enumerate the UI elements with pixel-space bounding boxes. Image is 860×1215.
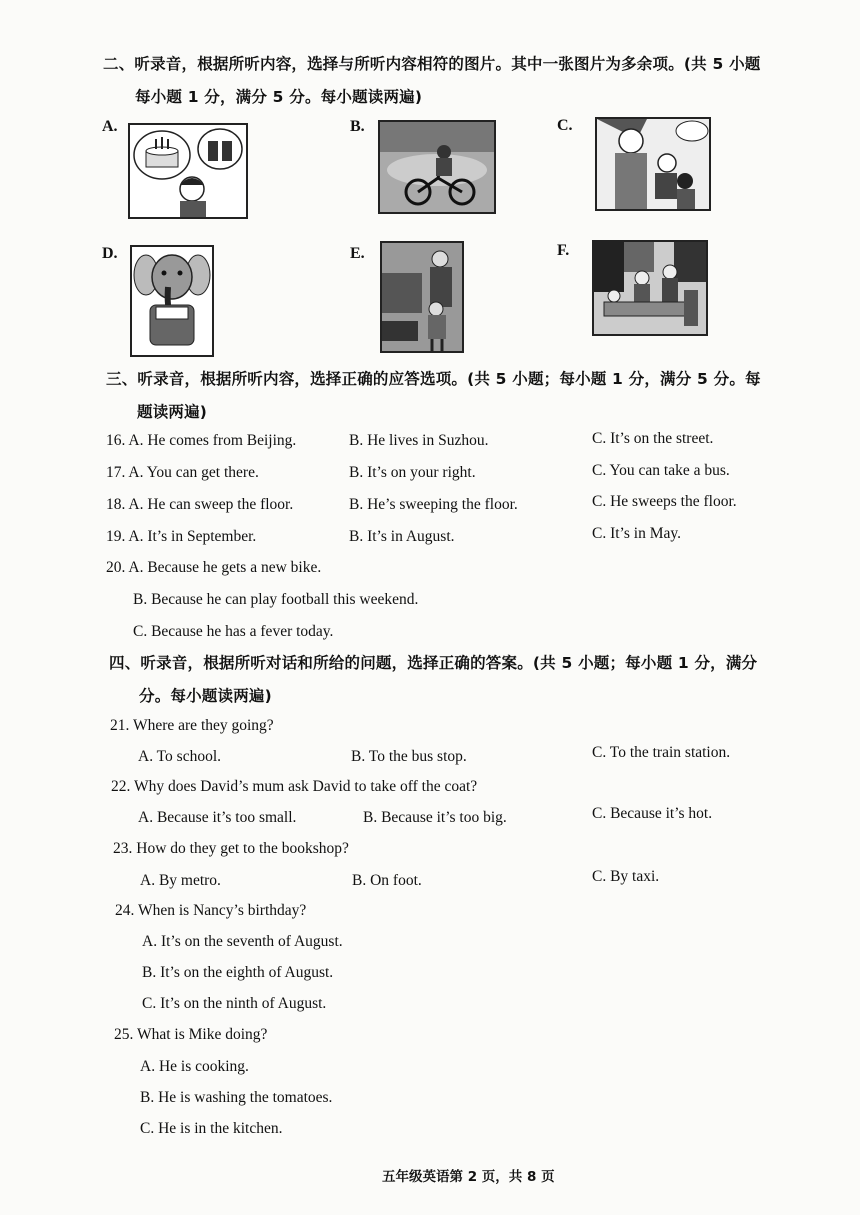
q22-option-b: B. Because it’s too big. (363, 809, 507, 826)
q23-option-a: A. By metro. (140, 872, 221, 889)
picture-b-bike (378, 120, 496, 214)
q17-option-b: B. It’s on your right. (349, 464, 476, 481)
q18-option-a: 18. A. He can sweep the floor. (106, 496, 294, 513)
q24-question: 24. When is Nancy’s birthday? (115, 902, 307, 919)
section3-instruction-line1: 三、听录音，根据所听内容，选择正确的应答选项。(共 5 小题；每小题 1 分，满分 5 分。每 (106, 370, 761, 388)
q22-option-c: C. Because it’s hot. (592, 805, 713, 822)
q19-option-b: B. It’s in August. (349, 528, 455, 545)
picture-label-e: E. (350, 245, 365, 262)
q17-option-c: C. You can take a bus. (592, 462, 730, 479)
section4-instruction-line1: 四、听录音，根据所听对话和所给的问题，选择正确的答案。(共 5 小题；每小题 1 分，满分 (109, 654, 758, 672)
picture-label-c: C. (557, 117, 573, 134)
q25-option-c: C. He is in the kitchen. (140, 1120, 283, 1137)
q16-option-b: B. He lives in Suzhou. (349, 432, 489, 449)
q21-option-a: A. To school. (138, 748, 222, 765)
q25-option-a: A. He is cooking. (140, 1058, 249, 1075)
picture-d-elephant (130, 245, 214, 357)
q20-option-b: B. Because he can play football this weekend. (133, 591, 419, 608)
q23-question: 23. How do they get to the bookshop? (113, 840, 349, 857)
picture-label-f: F. (557, 242, 570, 259)
q24-option-b: B. It’s on the eighth of August. (142, 964, 334, 981)
q18-option-c: C. He sweeps the floor. (592, 493, 737, 510)
picture-c-family (595, 117, 711, 211)
section2-instruction-line1: 二、听录音，根据所听内容，选择与所听内容相符的图片。其中一张图片为多余项。(共 5 小题 (103, 55, 761, 73)
q24-option-c: C. It’s on the ninth of August. (142, 995, 327, 1012)
section3-instruction-line2: 题读两遍) (137, 403, 208, 421)
picture-f-dinner (592, 240, 708, 336)
q22-option-a: A. Because it’s too small. (138, 809, 297, 826)
q21-option-c: C. To the train station. (592, 744, 731, 761)
q20-option-a: 20. A. Because he gets a new bike. (106, 559, 322, 576)
q23-option-c: C. By taxi. (592, 868, 660, 885)
q25-option-b: B. He is washing the tomatoes. (140, 1089, 333, 1106)
picture-label-a: A. (102, 118, 118, 135)
q23-option-b: B. On foot. (352, 872, 422, 889)
q25-question: 25. What is Mike doing? (114, 1026, 268, 1043)
page-footer: 五年级英语第 2 页，共 8 页 (382, 1169, 555, 1185)
q24-option-a: A. It’s on the seventh of August. (142, 933, 343, 950)
picture-label-d: D. (102, 245, 118, 262)
q21-option-b: B. To the bus stop. (351, 748, 467, 765)
q20-option-c: C. Because he has a fever today. (133, 623, 334, 640)
picture-a-birthday (128, 123, 248, 219)
q16-option-a: 16. A. He comes from Beijing. (106, 432, 297, 449)
q19-option-c: C. It’s in May. (592, 525, 681, 542)
q19-option-a: 19. A. It’s in September. (106, 528, 257, 545)
section4-instruction-line2: 分。每小题读两遍) (139, 687, 272, 705)
picture-e-street (380, 241, 464, 353)
q18-option-b: B. He’s sweeping the floor. (349, 496, 518, 513)
q21-question: 21. Where are they going? (110, 717, 274, 734)
q22-question: 22. Why does David’s mum ask David to take off the coat? (111, 778, 478, 795)
section2-instruction-line2: 每小题 1 分，满分 5 分。每小题读两遍) (135, 88, 423, 106)
q17-option-a: 17. A. You can get there. (106, 464, 259, 481)
picture-label-b: B. (350, 118, 365, 135)
q16-option-c: C. It’s on the street. (592, 430, 714, 447)
